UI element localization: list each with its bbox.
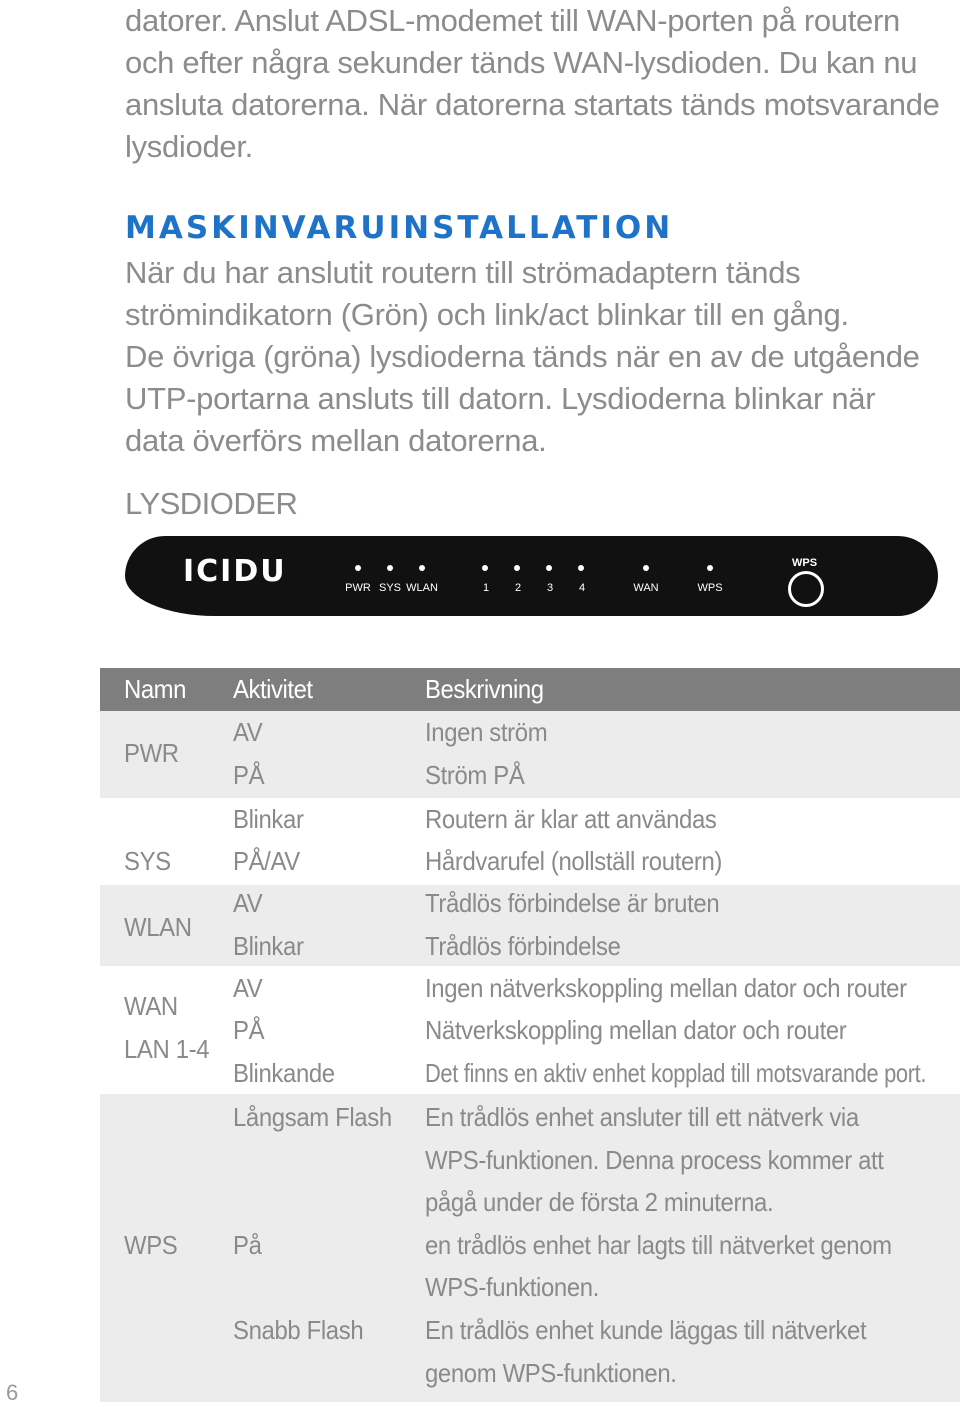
led-label-port4: 4: [578, 582, 586, 594]
led-dot-port3: [546, 565, 552, 571]
activity-cell: På: [233, 1230, 262, 1260]
body-line: De övriga (gröna) lysdioderna tänds när en av de utgående: [125, 339, 920, 374]
led-dot-port4: [578, 565, 584, 571]
led-label-port2: 2: [514, 582, 522, 594]
description-cell: Trådlös förbindelse är bruten: [425, 888, 720, 918]
intro-paragraph: [125, 0, 945, 168]
table-row-wan-lan: [100, 966, 960, 1094]
activity-cell: AV: [233, 888, 263, 918]
led-dot-pwr: [355, 565, 361, 571]
activity-cell: AV: [233, 717, 263, 747]
description-cell: WPS-funktionen. Denna process kommer att: [425, 1145, 884, 1175]
activity-cell: Blinkar: [233, 931, 304, 961]
header-activity: Aktivitet: [233, 674, 313, 704]
router-logo: ICIDU: [183, 554, 287, 589]
led-label-sys: SYS: [378, 582, 402, 594]
name-wps: WPS: [124, 1230, 178, 1260]
intro-line: lysdioder.: [125, 129, 253, 164]
section-heading: MASKINVARUINSTALLATION: [125, 210, 674, 246]
description-cell: Det finns en aktiv enhet kopplad till motsvarande port.: [425, 1058, 927, 1088]
wps-button-icon: [788, 571, 824, 607]
description-cell: Nätverkskoppling mellan dator och router: [425, 1015, 847, 1045]
table-row-sys: [100, 798, 960, 885]
description-cell: Routern är klar att användas: [425, 804, 717, 834]
description-cell: genom WPS-funktionen.: [425, 1358, 677, 1388]
activity-cell: PÅ: [233, 1015, 265, 1045]
description-cell: en trådlös enhet har lagts till nätverket genom: [425, 1230, 892, 1260]
led-label-wps: WPS: [697, 582, 723, 594]
led-label-pwr: PWR: [345, 582, 371, 594]
name-sys: SYS: [124, 846, 171, 876]
led-dot-wps: [707, 565, 713, 571]
router-front-panel: [125, 536, 938, 616]
led-section-label: LYSDIODER: [125, 486, 298, 521]
table-row-pwr: [100, 711, 960, 798]
table-header: [100, 668, 960, 711]
name-pwr: PWR: [124, 738, 179, 768]
activity-cell: Blinkar: [233, 804, 304, 834]
body-line: UTP-portarna ansluts till datorn. Lysdioderna blinkar när: [125, 381, 876, 416]
activity-cell: Snabb Flash: [233, 1315, 364, 1345]
activity-cell: PÅ: [233, 760, 265, 790]
led-dot-sys: [387, 565, 393, 571]
led-dot-port2: [514, 565, 520, 571]
activity-cell: PÅ/AV: [233, 846, 300, 876]
description-cell: Ingen nätverkskoppling mellan dator och router: [425, 973, 907, 1003]
activity-cell: Blinkande: [233, 1058, 335, 1088]
led-dot-wan: [643, 565, 649, 571]
led-label-wlan: WLAN: [406, 582, 438, 594]
description-cell: WPS-funktionen.: [425, 1272, 599, 1302]
page-number: 6: [6, 1380, 19, 1405]
table-row-wps: [100, 1094, 960, 1402]
intro-line: och efter några sekunder tänds WAN-lysdioden. Du kan nu: [125, 45, 918, 80]
header-name: Namn: [124, 674, 186, 704]
led-table: [100, 668, 960, 1402]
header-description: Beskrivning: [425, 674, 544, 704]
description-cell: En trådlös enhet kunde läggas till nätverket: [425, 1315, 867, 1345]
name-wan: WAN: [124, 991, 178, 1021]
description-cell: Ingen ström: [425, 717, 548, 747]
hardware-paragraph: [125, 252, 935, 462]
table-row-wlan: [100, 885, 960, 966]
description-cell: Trådlös förbindelse: [425, 931, 621, 961]
led-label-wan: WAN: [633, 582, 659, 594]
activity-cell: Långsam Flash: [233, 1102, 392, 1132]
led-dot-port1: [482, 565, 488, 571]
body-line: data överförs mellan datorerna.: [125, 423, 547, 458]
led-dot-wlan: [419, 565, 425, 571]
description-cell: pågå under de första 2 minuterna.: [425, 1187, 774, 1217]
name-lan: LAN 1-4: [124, 1034, 210, 1064]
intro-line: datorer. Anslut ADSL-modemet till WAN-porten på routern: [125, 3, 900, 38]
body-line: strömindikatorn (Grön) och link/act blinkar till en gång.: [125, 297, 849, 332]
body-line: När du har anslutit routern till strömadaptern tänds: [125, 255, 801, 290]
description-cell: Ström PÅ: [425, 760, 525, 790]
name-wlan: WLAN: [124, 912, 192, 942]
description-cell: En trådlös enhet ansluter till ett nätverk via: [425, 1102, 859, 1132]
activity-cell: AV: [233, 973, 263, 1003]
led-label-port3: 3: [546, 582, 554, 594]
intro-line: ansluta datorerna. När datorerna startats tänds motsvarande: [125, 87, 940, 122]
description-cell: Hårdvarufel (nollställ routern): [425, 846, 723, 876]
led-label-port1: 1: [482, 582, 490, 594]
wps-button-label: WPS: [792, 557, 818, 569]
